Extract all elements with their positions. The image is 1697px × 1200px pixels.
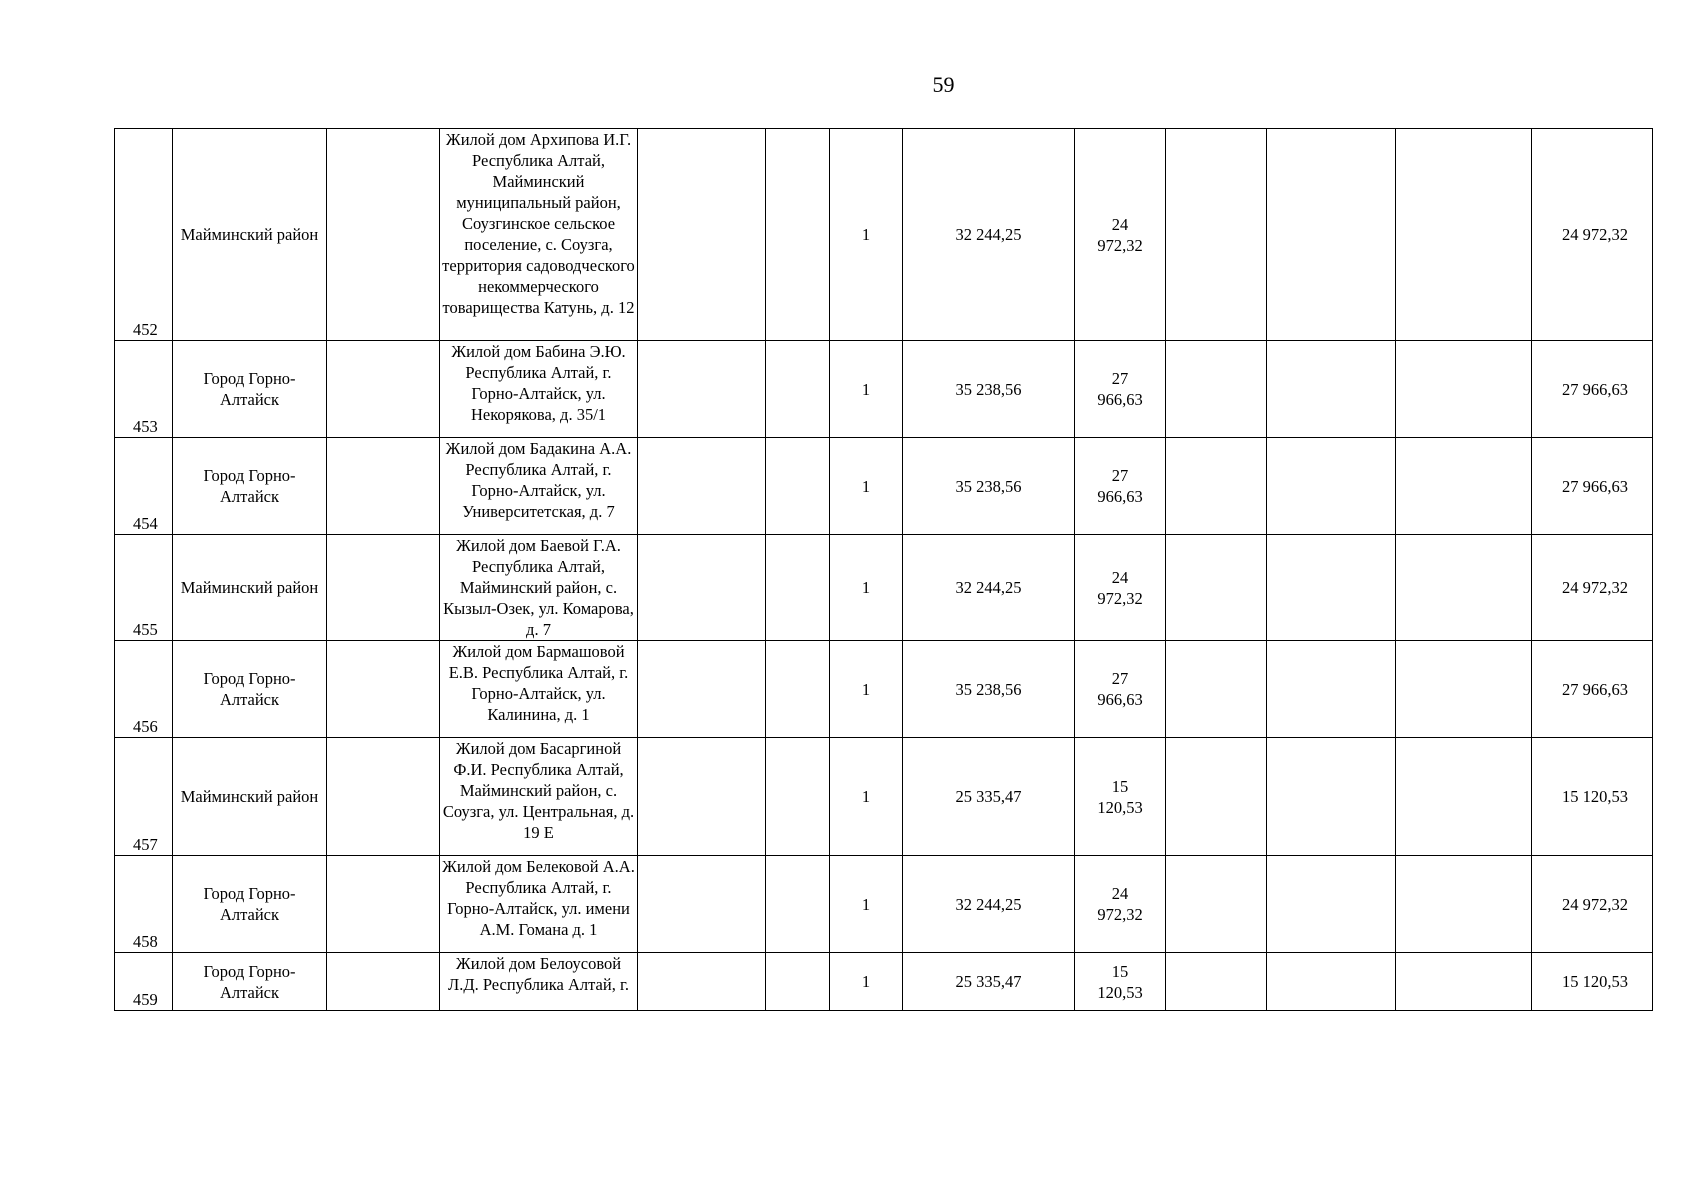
amount-cell <box>1075 856 1166 953</box>
area-cell: Город Горно-Алтайск <box>173 438 327 535</box>
address-cell: Жилой дом Бармашовой Е.В. Республика Алтай, г. Горно-Алтайск, ул. Калинина, д. 1 <box>440 641 638 738</box>
total-cell: 15 120,53 <box>1532 953 1653 1011</box>
empty-cell <box>1267 129 1396 341</box>
empty-cell <box>1396 641 1532 738</box>
empty-cell <box>327 535 440 641</box>
empty-cell <box>1166 535 1267 641</box>
count-cell: 1 <box>830 641 903 738</box>
cost-cell: 35 238,56 <box>903 641 1075 738</box>
row-number: 459 <box>115 953 173 1011</box>
empty-cell <box>1396 438 1532 535</box>
total-cell: 27 966,63 <box>1532 438 1653 535</box>
address-cell: Жилой дом Белековой А.А. Республика Алтай, г. Горно-Алтайск, ул. имени А.М. Гомана д. 1 <box>440 856 638 953</box>
row-number: 452 <box>115 129 173 341</box>
table-row <box>115 535 1653 641</box>
amount-cell <box>1075 129 1166 341</box>
empty-cell <box>1166 953 1267 1011</box>
page-number: 59 <box>932 72 955 97</box>
table-row <box>115 641 1653 738</box>
empty-cell <box>1267 641 1396 738</box>
amount-cell <box>1075 535 1166 641</box>
amount-part-b: 972,32 <box>1097 235 1143 255</box>
empty-cell <box>1166 341 1267 438</box>
area-cell: Город Горно-Алтайск <box>173 641 327 738</box>
count-cell: 1 <box>830 856 903 953</box>
empty-cell <box>638 341 766 438</box>
empty-cell <box>1267 738 1396 856</box>
empty-cell <box>1396 856 1532 953</box>
empty-cell <box>766 341 830 438</box>
empty-cell <box>1166 438 1267 535</box>
table-row <box>115 341 1653 438</box>
empty-cell <box>1166 738 1267 856</box>
amount-part-a: 15 <box>1111 776 1129 796</box>
empty-cell <box>1267 438 1396 535</box>
total-cell: 15 120,53 <box>1532 738 1653 856</box>
amount-part-a: 27 <box>1111 369 1129 388</box>
row-number: 455 <box>115 535 173 641</box>
empty-cell <box>1267 856 1396 953</box>
empty-cell <box>327 641 440 738</box>
empty-cell <box>1396 953 1532 1011</box>
empty-cell <box>1267 953 1396 1011</box>
table-row <box>115 129 1653 341</box>
empty-cell <box>766 738 830 856</box>
empty-cell <box>638 129 766 341</box>
row-number: 453 <box>115 341 173 438</box>
empty-cell <box>327 341 440 438</box>
amount-part-a: 24 <box>1111 567 1129 587</box>
empty-cell <box>1396 535 1532 641</box>
empty-cell <box>766 953 830 1011</box>
area-cell: Город Горно-Алтайск <box>173 953 327 1011</box>
cost-cell: 25 335,47 <box>903 738 1075 856</box>
count-cell: 1 <box>830 129 903 341</box>
amount-part-a: 24 <box>1111 214 1129 234</box>
count-cell: 1 <box>830 341 903 438</box>
cost-cell: 25 335,47 <box>903 953 1075 1011</box>
count-cell: 1 <box>830 438 903 535</box>
amount-cell <box>1075 341 1166 438</box>
area-cell: Майминский район <box>173 738 327 856</box>
table-row <box>115 438 1653 535</box>
count-cell: 1 <box>830 953 903 1011</box>
address-cell: Жилой дом Бабина Э.Ю. Республика Алтай, г. Горно-Алтайск, ул. Некорякова, д. 35/1 <box>440 341 638 438</box>
address-cell: Жилой дом Белоусовой Л.Д. Республика Алтай, г. <box>440 953 638 1011</box>
amount-cell <box>1075 738 1166 856</box>
empty-cell <box>766 535 830 641</box>
total-cell: 24 972,32 <box>1532 129 1653 341</box>
area-cell: Город Горно-Алтайск <box>173 856 327 953</box>
empty-cell <box>327 129 440 341</box>
empty-cell <box>1166 856 1267 953</box>
total-cell: 27 966,63 <box>1532 341 1653 438</box>
empty-cell <box>766 641 830 738</box>
empty-cell <box>327 438 440 535</box>
empty-cell <box>638 953 766 1011</box>
amount-part-b: 120,53 <box>1097 982 1143 1002</box>
area-cell: Майминский район <box>173 535 327 641</box>
empty-cell <box>1166 129 1267 341</box>
address-cell: Жилой дом Бадакина А.А. Республика Алтай, г. Горно-Алтайск, ул. Университетская, д. 7 <box>440 438 638 535</box>
cost-cell: 32 244,25 <box>903 535 1075 641</box>
amount-part-b: 966,63 <box>1097 690 1143 709</box>
amount-cell <box>1075 953 1166 1011</box>
empty-cell <box>638 738 766 856</box>
row-number: 454 <box>115 438 173 535</box>
area-cell: Майминский район <box>173 129 327 341</box>
empty-cell <box>1166 641 1267 738</box>
empty-cell <box>638 856 766 953</box>
empty-cell <box>327 856 440 953</box>
amount-part-a: 27 <box>1111 669 1129 688</box>
address-cell: Жилой дом Басаргиной Ф.И. Республика Алтай, Майминский район, с. Соузга, ул. Центральная, д. 19 Е <box>440 738 638 856</box>
amount-cell <box>1075 641 1166 738</box>
empty-cell <box>1396 738 1532 856</box>
empty-cell <box>327 738 440 856</box>
empty-cell <box>1396 129 1532 341</box>
empty-cell <box>1396 341 1532 438</box>
area-cell: Город Горно-Алтайск <box>173 341 327 438</box>
amount-part-a: 24 <box>1111 884 1129 903</box>
row-number: 457 <box>115 738 173 856</box>
row-number: 456 <box>115 641 173 738</box>
total-cell: 24 972,32 <box>1532 535 1653 641</box>
table-row <box>115 856 1653 953</box>
empty-cell <box>327 953 440 1011</box>
cost-cell: 32 244,25 <box>903 856 1075 953</box>
cost-cell: 35 238,56 <box>903 438 1075 535</box>
empty-cell <box>638 535 766 641</box>
total-cell: 24 972,32 <box>1532 856 1653 953</box>
amount-part-a: 15 <box>1111 961 1129 981</box>
amount-cell <box>1075 438 1166 535</box>
row-number: 458 <box>115 856 173 953</box>
empty-cell <box>638 641 766 738</box>
amount-part-b: 120,53 <box>1097 797 1143 817</box>
amount-part-b: 966,63 <box>1097 390 1143 409</box>
empty-cell <box>1267 341 1396 438</box>
count-cell: 1 <box>830 535 903 641</box>
empty-cell <box>766 129 830 341</box>
total-cell: 27 966,63 <box>1532 641 1653 738</box>
address-cell: Жилой дом Баевой Г.А. Республика Алтай, Майминский район, с. Кызыл-Озек, ул. Комарова, д. 7 <box>440 535 638 641</box>
cost-cell: 32 244,25 <box>903 129 1075 341</box>
empty-cell <box>766 856 830 953</box>
registry-table <box>114 128 1653 1011</box>
amount-part-a: 27 <box>1111 466 1129 485</box>
amount-part-b: 972,32 <box>1097 905 1143 924</box>
amount-part-b: 966,63 <box>1097 487 1143 506</box>
table-row <box>115 953 1653 1011</box>
address-cell: Жилой дом Архипова И.Г. Республика Алтай, Майминский муниципальный район, Соузгинское сельское поселение, с. Соузга, территория садоводческого некоммерческого товарищества Катунь, д. 12 <box>440 129 638 341</box>
amount-part-b: 972,32 <box>1097 588 1143 608</box>
table-row <box>115 738 1653 856</box>
empty-cell <box>766 438 830 535</box>
count-cell: 1 <box>830 738 903 856</box>
empty-cell <box>638 438 766 535</box>
cost-cell: 35 238,56 <box>903 341 1075 438</box>
empty-cell <box>1267 535 1396 641</box>
